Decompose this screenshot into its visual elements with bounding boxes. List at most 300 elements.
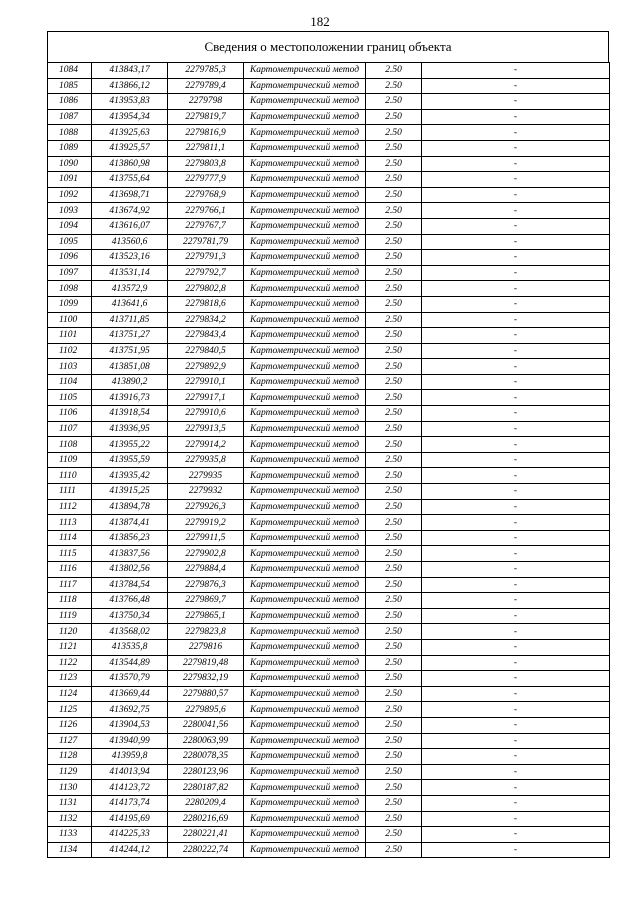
point-number-cell: 1112	[48, 499, 92, 515]
y-coordinate-cell: 2279884,4	[168, 562, 244, 578]
accuracy-cell: 2.50	[366, 359, 422, 375]
table-row	[48, 530, 610, 546]
description-cell: -	[422, 655, 610, 671]
y-coordinate-cell: 2280221,41	[168, 827, 244, 843]
accuracy-cell: 2.50	[366, 780, 422, 796]
table-row	[48, 281, 610, 297]
y-coordinate-cell: 2279767,7	[168, 218, 244, 234]
method-cell: Картометрический метод	[244, 156, 366, 172]
description-cell: -	[422, 468, 610, 484]
method-cell: Картометрический метод	[244, 842, 366, 858]
point-number-cell: 1124	[48, 686, 92, 702]
point-number-cell: 1107	[48, 421, 92, 437]
accuracy-cell: 2.50	[366, 78, 422, 94]
description-cell: -	[422, 218, 610, 234]
point-number-cell: 1102	[48, 343, 92, 359]
x-coordinate-cell: 413523,16	[92, 250, 168, 266]
point-number-cell: 1117	[48, 577, 92, 593]
y-coordinate-cell: 2279926,3	[168, 499, 244, 515]
accuracy-cell: 2.50	[366, 437, 422, 453]
method-cell: Картометрический метод	[244, 484, 366, 500]
table-row	[48, 749, 610, 765]
method-cell: Картометрический метод	[244, 827, 366, 843]
x-coordinate-cell: 413570,79	[92, 671, 168, 687]
description-cell: -	[422, 296, 610, 312]
method-cell: Картометрический метод	[244, 296, 366, 312]
x-coordinate-cell: 414173,74	[92, 795, 168, 811]
point-number-cell: 1089	[48, 140, 92, 156]
y-coordinate-cell: 2279802,8	[168, 281, 244, 297]
accuracy-cell: 2.50	[366, 203, 422, 219]
description-cell: -	[422, 390, 610, 406]
table-row	[48, 250, 610, 266]
x-coordinate-cell: 413936,95	[92, 421, 168, 437]
x-coordinate-cell: 413904,53	[92, 717, 168, 733]
table-row	[48, 140, 610, 156]
x-coordinate-cell: 413959,8	[92, 749, 168, 765]
table-row	[48, 842, 610, 858]
point-number-cell: 1129	[48, 764, 92, 780]
x-coordinate-cell: 414195,69	[92, 811, 168, 827]
table-row	[48, 484, 610, 500]
method-cell: Картометрический метод	[244, 499, 366, 515]
point-number-cell: 1114	[48, 530, 92, 546]
x-coordinate-cell: 413535,8	[92, 639, 168, 655]
description-cell: -	[422, 406, 610, 422]
method-cell: Картометрический метод	[244, 187, 366, 203]
method-cell: Картометрический метод	[244, 749, 366, 765]
description-cell: -	[422, 795, 610, 811]
method-cell: Картометрический метод	[244, 515, 366, 531]
table-body	[48, 63, 610, 858]
point-number-cell: 1099	[48, 296, 92, 312]
description-cell: -	[422, 811, 610, 827]
y-coordinate-cell: 2279843,4	[168, 328, 244, 344]
y-coordinate-cell: 2279791,3	[168, 250, 244, 266]
point-number-cell: 1131	[48, 795, 92, 811]
accuracy-cell: 2.50	[366, 140, 422, 156]
y-coordinate-cell: 2279910,1	[168, 374, 244, 390]
method-cell: Картометрический метод	[244, 468, 366, 484]
y-coordinate-cell: 2279777,9	[168, 172, 244, 188]
table-row	[48, 780, 610, 796]
x-coordinate-cell: 413641,6	[92, 296, 168, 312]
accuracy-cell: 2.50	[366, 608, 422, 624]
y-coordinate-cell: 2279935	[168, 468, 244, 484]
x-coordinate-cell: 413916,73	[92, 390, 168, 406]
y-coordinate-cell: 2280063,99	[168, 733, 244, 749]
accuracy-cell: 2.50	[366, 733, 422, 749]
point-number-cell: 1100	[48, 312, 92, 328]
y-coordinate-cell: 2279902,8	[168, 546, 244, 562]
description-cell: -	[422, 530, 610, 546]
accuracy-cell: 2.50	[366, 63, 422, 79]
accuracy-cell: 2.50	[366, 717, 422, 733]
y-coordinate-cell: 2280078,35	[168, 749, 244, 765]
x-coordinate-cell: 413544,89	[92, 655, 168, 671]
accuracy-cell: 2.50	[366, 421, 422, 437]
table-row	[48, 234, 610, 250]
description-cell: -	[422, 593, 610, 609]
x-coordinate-cell: 413572,9	[92, 281, 168, 297]
description-cell: -	[422, 281, 610, 297]
description-cell: -	[422, 172, 610, 188]
method-cell: Картометрический метод	[244, 94, 366, 110]
method-cell: Картометрический метод	[244, 281, 366, 297]
table-row	[48, 702, 610, 718]
accuracy-cell: 2.50	[366, 686, 422, 702]
table-row	[48, 265, 610, 281]
table-row	[48, 343, 610, 359]
method-cell: Картометрический метод	[244, 218, 366, 234]
point-number-cell: 1127	[48, 733, 92, 749]
table-row	[48, 125, 610, 141]
x-coordinate-cell: 413560,6	[92, 234, 168, 250]
point-number-cell: 1123	[48, 671, 92, 687]
method-cell: Картометрический метод	[244, 686, 366, 702]
table-row	[48, 452, 610, 468]
method-cell: Картометрический метод	[244, 78, 366, 94]
x-coordinate-cell: 413874,41	[92, 515, 168, 531]
y-coordinate-cell: 2279892,9	[168, 359, 244, 375]
method-cell: Картометрический метод	[244, 374, 366, 390]
accuracy-cell: 2.50	[366, 452, 422, 468]
description-cell: -	[422, 156, 610, 172]
accuracy-cell: 2.50	[366, 577, 422, 593]
y-coordinate-cell: 2279818,6	[168, 296, 244, 312]
y-coordinate-cell: 2280123,96	[168, 764, 244, 780]
table-row	[48, 827, 610, 843]
description-cell: -	[422, 437, 610, 453]
x-coordinate-cell: 413750,34	[92, 608, 168, 624]
y-coordinate-cell: 2279819,7	[168, 109, 244, 125]
accuracy-cell: 2.50	[366, 109, 422, 125]
accuracy-cell: 2.50	[366, 842, 422, 858]
table-row	[48, 717, 610, 733]
method-cell: Картометрический метод	[244, 328, 366, 344]
point-number-cell: 1122	[48, 655, 92, 671]
x-coordinate-cell: 413918,54	[92, 406, 168, 422]
method-cell: Картометрический метод	[244, 764, 366, 780]
accuracy-cell: 2.50	[366, 374, 422, 390]
accuracy-cell: 2.50	[366, 530, 422, 546]
description-cell: -	[422, 499, 610, 515]
method-cell: Картометрический метод	[244, 795, 366, 811]
description-cell: -	[422, 94, 610, 110]
y-coordinate-cell: 2280041,56	[168, 717, 244, 733]
description-cell: -	[422, 250, 610, 266]
method-cell: Картометрический метод	[244, 577, 366, 593]
y-coordinate-cell: 2279816	[168, 639, 244, 655]
x-coordinate-cell: 413802,56	[92, 562, 168, 578]
accuracy-cell: 2.50	[366, 515, 422, 531]
accuracy-cell: 2.50	[366, 390, 422, 406]
method-cell: Картометрический метод	[244, 733, 366, 749]
table-row	[48, 374, 610, 390]
description-cell: -	[422, 359, 610, 375]
accuracy-cell: 2.50	[366, 343, 422, 359]
accuracy-cell: 2.50	[366, 827, 422, 843]
accuracy-cell: 2.50	[366, 296, 422, 312]
accuracy-cell: 2.50	[366, 593, 422, 609]
y-coordinate-cell: 2279798	[168, 94, 244, 110]
description-cell: -	[422, 562, 610, 578]
description-cell: -	[422, 764, 610, 780]
x-coordinate-cell: 413860,98	[92, 156, 168, 172]
x-coordinate-cell: 413568,02	[92, 624, 168, 640]
point-number-cell: 1098	[48, 281, 92, 297]
description-cell: -	[422, 265, 610, 281]
method-cell: Картометрический метод	[244, 343, 366, 359]
y-coordinate-cell: 2280222,74	[168, 842, 244, 858]
x-coordinate-cell: 413915,25	[92, 484, 168, 500]
table-row	[48, 764, 610, 780]
description-cell: -	[422, 686, 610, 702]
y-coordinate-cell: 2279768,9	[168, 187, 244, 203]
x-coordinate-cell: 413954,34	[92, 109, 168, 125]
description-cell: -	[422, 780, 610, 796]
method-cell: Картометрический метод	[244, 421, 366, 437]
accuracy-cell: 2.50	[366, 562, 422, 578]
point-number-cell: 1090	[48, 156, 92, 172]
point-number-cell: 1113	[48, 515, 92, 531]
x-coordinate-cell: 413935,42	[92, 468, 168, 484]
point-number-cell: 1088	[48, 125, 92, 141]
accuracy-cell: 2.50	[366, 94, 422, 110]
x-coordinate-cell: 413940,99	[92, 733, 168, 749]
boundary-coordinates-sheet	[47, 31, 609, 858]
y-coordinate-cell: 2279865,1	[168, 608, 244, 624]
method-cell: Картометрический метод	[244, 811, 366, 827]
method-cell: Картометрический метод	[244, 702, 366, 718]
x-coordinate-cell: 413669,44	[92, 686, 168, 702]
table-row	[48, 811, 610, 827]
description-cell: -	[422, 515, 610, 531]
x-coordinate-cell: 413766,48	[92, 593, 168, 609]
description-cell: -	[422, 484, 610, 500]
point-number-cell: 1111	[48, 484, 92, 500]
description-cell: -	[422, 827, 610, 843]
table-row	[48, 109, 610, 125]
table-row	[48, 312, 610, 328]
description-cell: -	[422, 312, 610, 328]
point-number-cell: 1086	[48, 94, 92, 110]
y-coordinate-cell: 2279910,6	[168, 406, 244, 422]
description-cell: -	[422, 702, 610, 718]
description-cell: -	[422, 374, 610, 390]
accuracy-cell: 2.50	[366, 265, 422, 281]
accuracy-cell: 2.50	[366, 125, 422, 141]
table-row	[48, 655, 610, 671]
y-coordinate-cell: 2279816,9	[168, 125, 244, 141]
point-number-cell: 1105	[48, 390, 92, 406]
table-row	[48, 94, 610, 110]
x-coordinate-cell: 413698,71	[92, 187, 168, 203]
table-row	[48, 468, 610, 484]
method-cell: Картометрический метод	[244, 312, 366, 328]
x-coordinate-cell: 413925,57	[92, 140, 168, 156]
method-cell: Картометрический метод	[244, 546, 366, 562]
accuracy-cell: 2.50	[366, 655, 422, 671]
table-row	[48, 577, 610, 593]
point-number-cell: 1110	[48, 468, 92, 484]
method-cell: Картометрический метод	[244, 717, 366, 733]
x-coordinate-cell: 413856,23	[92, 530, 168, 546]
description-cell: -	[422, 842, 610, 858]
method-cell: Картометрический метод	[244, 530, 366, 546]
accuracy-cell: 2.50	[366, 624, 422, 640]
method-cell: Картометрический метод	[244, 359, 366, 375]
point-number-cell: 1130	[48, 780, 92, 796]
accuracy-cell: 2.50	[366, 639, 422, 655]
accuracy-cell: 2.50	[366, 187, 422, 203]
x-coordinate-cell: 413955,22	[92, 437, 168, 453]
y-coordinate-cell: 2280216,69	[168, 811, 244, 827]
accuracy-cell: 2.50	[366, 484, 422, 500]
method-cell: Картометрический метод	[244, 608, 366, 624]
table-row	[48, 156, 610, 172]
table-row	[48, 63, 610, 79]
y-coordinate-cell: 2279914,2	[168, 437, 244, 453]
y-coordinate-cell: 2279832,19	[168, 671, 244, 687]
description-cell: -	[422, 624, 610, 640]
table-row	[48, 187, 610, 203]
point-number-cell: 1119	[48, 608, 92, 624]
accuracy-cell: 2.50	[366, 749, 422, 765]
accuracy-cell: 2.50	[366, 468, 422, 484]
method-cell: Картометрический метод	[244, 406, 366, 422]
y-coordinate-cell: 2279811,1	[168, 140, 244, 156]
table-row	[48, 795, 610, 811]
method-cell: Картометрический метод	[244, 639, 366, 655]
table-row	[48, 390, 610, 406]
y-coordinate-cell: 2279792,7	[168, 265, 244, 281]
method-cell: Картометрический метод	[244, 63, 366, 79]
x-coordinate-cell: 413751,95	[92, 343, 168, 359]
method-cell: Картометрический метод	[244, 671, 366, 687]
description-cell: -	[422, 639, 610, 655]
method-cell: Картометрический метод	[244, 593, 366, 609]
point-number-cell: 1106	[48, 406, 92, 422]
point-number-cell: 1132	[48, 811, 92, 827]
x-coordinate-cell: 413866,12	[92, 78, 168, 94]
x-coordinate-cell: 413751,27	[92, 328, 168, 344]
y-coordinate-cell: 2279781,79	[168, 234, 244, 250]
table-row	[48, 499, 610, 515]
y-coordinate-cell: 2279919,2	[168, 515, 244, 531]
y-coordinate-cell: 2280209,4	[168, 795, 244, 811]
x-coordinate-cell: 413843,17	[92, 63, 168, 79]
point-number-cell: 1133	[48, 827, 92, 843]
accuracy-cell: 2.50	[366, 328, 422, 344]
x-coordinate-cell: 413531,14	[92, 265, 168, 281]
accuracy-cell: 2.50	[366, 795, 422, 811]
description-cell: -	[422, 452, 610, 468]
table-row	[48, 296, 610, 312]
accuracy-cell: 2.50	[366, 172, 422, 188]
y-coordinate-cell: 2279789,4	[168, 78, 244, 94]
x-coordinate-cell: 413953,83	[92, 94, 168, 110]
point-number-cell: 1085	[48, 78, 92, 94]
y-coordinate-cell: 2279823,8	[168, 624, 244, 640]
x-coordinate-cell: 413851,08	[92, 359, 168, 375]
method-cell: Картометрический метод	[244, 780, 366, 796]
point-number-cell: 1084	[48, 63, 92, 79]
accuracy-cell: 2.50	[366, 406, 422, 422]
page-number: 182	[310, 14, 330, 29]
y-coordinate-cell: 2280187,82	[168, 780, 244, 796]
point-number-cell: 1095	[48, 234, 92, 250]
description-cell: -	[422, 671, 610, 687]
accuracy-cell: 2.50	[366, 671, 422, 687]
table-row	[48, 406, 610, 422]
point-number-cell: 1087	[48, 109, 92, 125]
table-row	[48, 328, 610, 344]
x-coordinate-cell: 413784,54	[92, 577, 168, 593]
y-coordinate-cell: 2279876,3	[168, 577, 244, 593]
table-row	[48, 78, 610, 94]
x-coordinate-cell: 413837,56	[92, 546, 168, 562]
method-cell: Картометрический метод	[244, 452, 366, 468]
coordinates-table	[47, 62, 610, 858]
method-cell: Картометрический метод	[244, 234, 366, 250]
accuracy-cell: 2.50	[366, 499, 422, 515]
point-number-cell: 1134	[48, 842, 92, 858]
description-cell: -	[422, 343, 610, 359]
y-coordinate-cell: 2279895,6	[168, 702, 244, 718]
description-cell: -	[422, 140, 610, 156]
table-row	[48, 172, 610, 188]
point-number-cell: 1115	[48, 546, 92, 562]
description-cell: -	[422, 749, 610, 765]
x-coordinate-cell: 413955,59	[92, 452, 168, 468]
method-cell: Картометрический метод	[244, 437, 366, 453]
x-coordinate-cell: 414123,72	[92, 780, 168, 796]
point-number-cell: 1128	[48, 749, 92, 765]
x-coordinate-cell: 413674,92	[92, 203, 168, 219]
description-cell: -	[422, 234, 610, 250]
point-number-cell: 1103	[48, 359, 92, 375]
table-row	[48, 608, 610, 624]
accuracy-cell: 2.50	[366, 250, 422, 266]
method-cell: Картометрический метод	[244, 562, 366, 578]
method-cell: Картометрический метод	[244, 250, 366, 266]
method-cell: Картометрический метод	[244, 109, 366, 125]
accuracy-cell: 2.50	[366, 764, 422, 780]
y-coordinate-cell: 2279834,2	[168, 312, 244, 328]
description-cell: -	[422, 546, 610, 562]
point-number-cell: 1093	[48, 203, 92, 219]
accuracy-cell: 2.50	[366, 281, 422, 297]
description-cell: -	[422, 577, 610, 593]
table-row	[48, 733, 610, 749]
description-cell: -	[422, 608, 610, 624]
table-row	[48, 203, 610, 219]
table-row	[48, 671, 610, 687]
point-number-cell: 1091	[48, 172, 92, 188]
x-coordinate-cell: 413616,07	[92, 218, 168, 234]
point-number-cell: 1116	[48, 562, 92, 578]
method-cell: Картометрический метод	[244, 125, 366, 141]
y-coordinate-cell: 2279803,8	[168, 156, 244, 172]
table-row	[48, 218, 610, 234]
description-cell: -	[422, 109, 610, 125]
y-coordinate-cell: 2279913,5	[168, 421, 244, 437]
description-cell: -	[422, 421, 610, 437]
y-coordinate-cell: 2279840,5	[168, 343, 244, 359]
y-coordinate-cell: 2279785,3	[168, 63, 244, 79]
point-number-cell: 1094	[48, 218, 92, 234]
